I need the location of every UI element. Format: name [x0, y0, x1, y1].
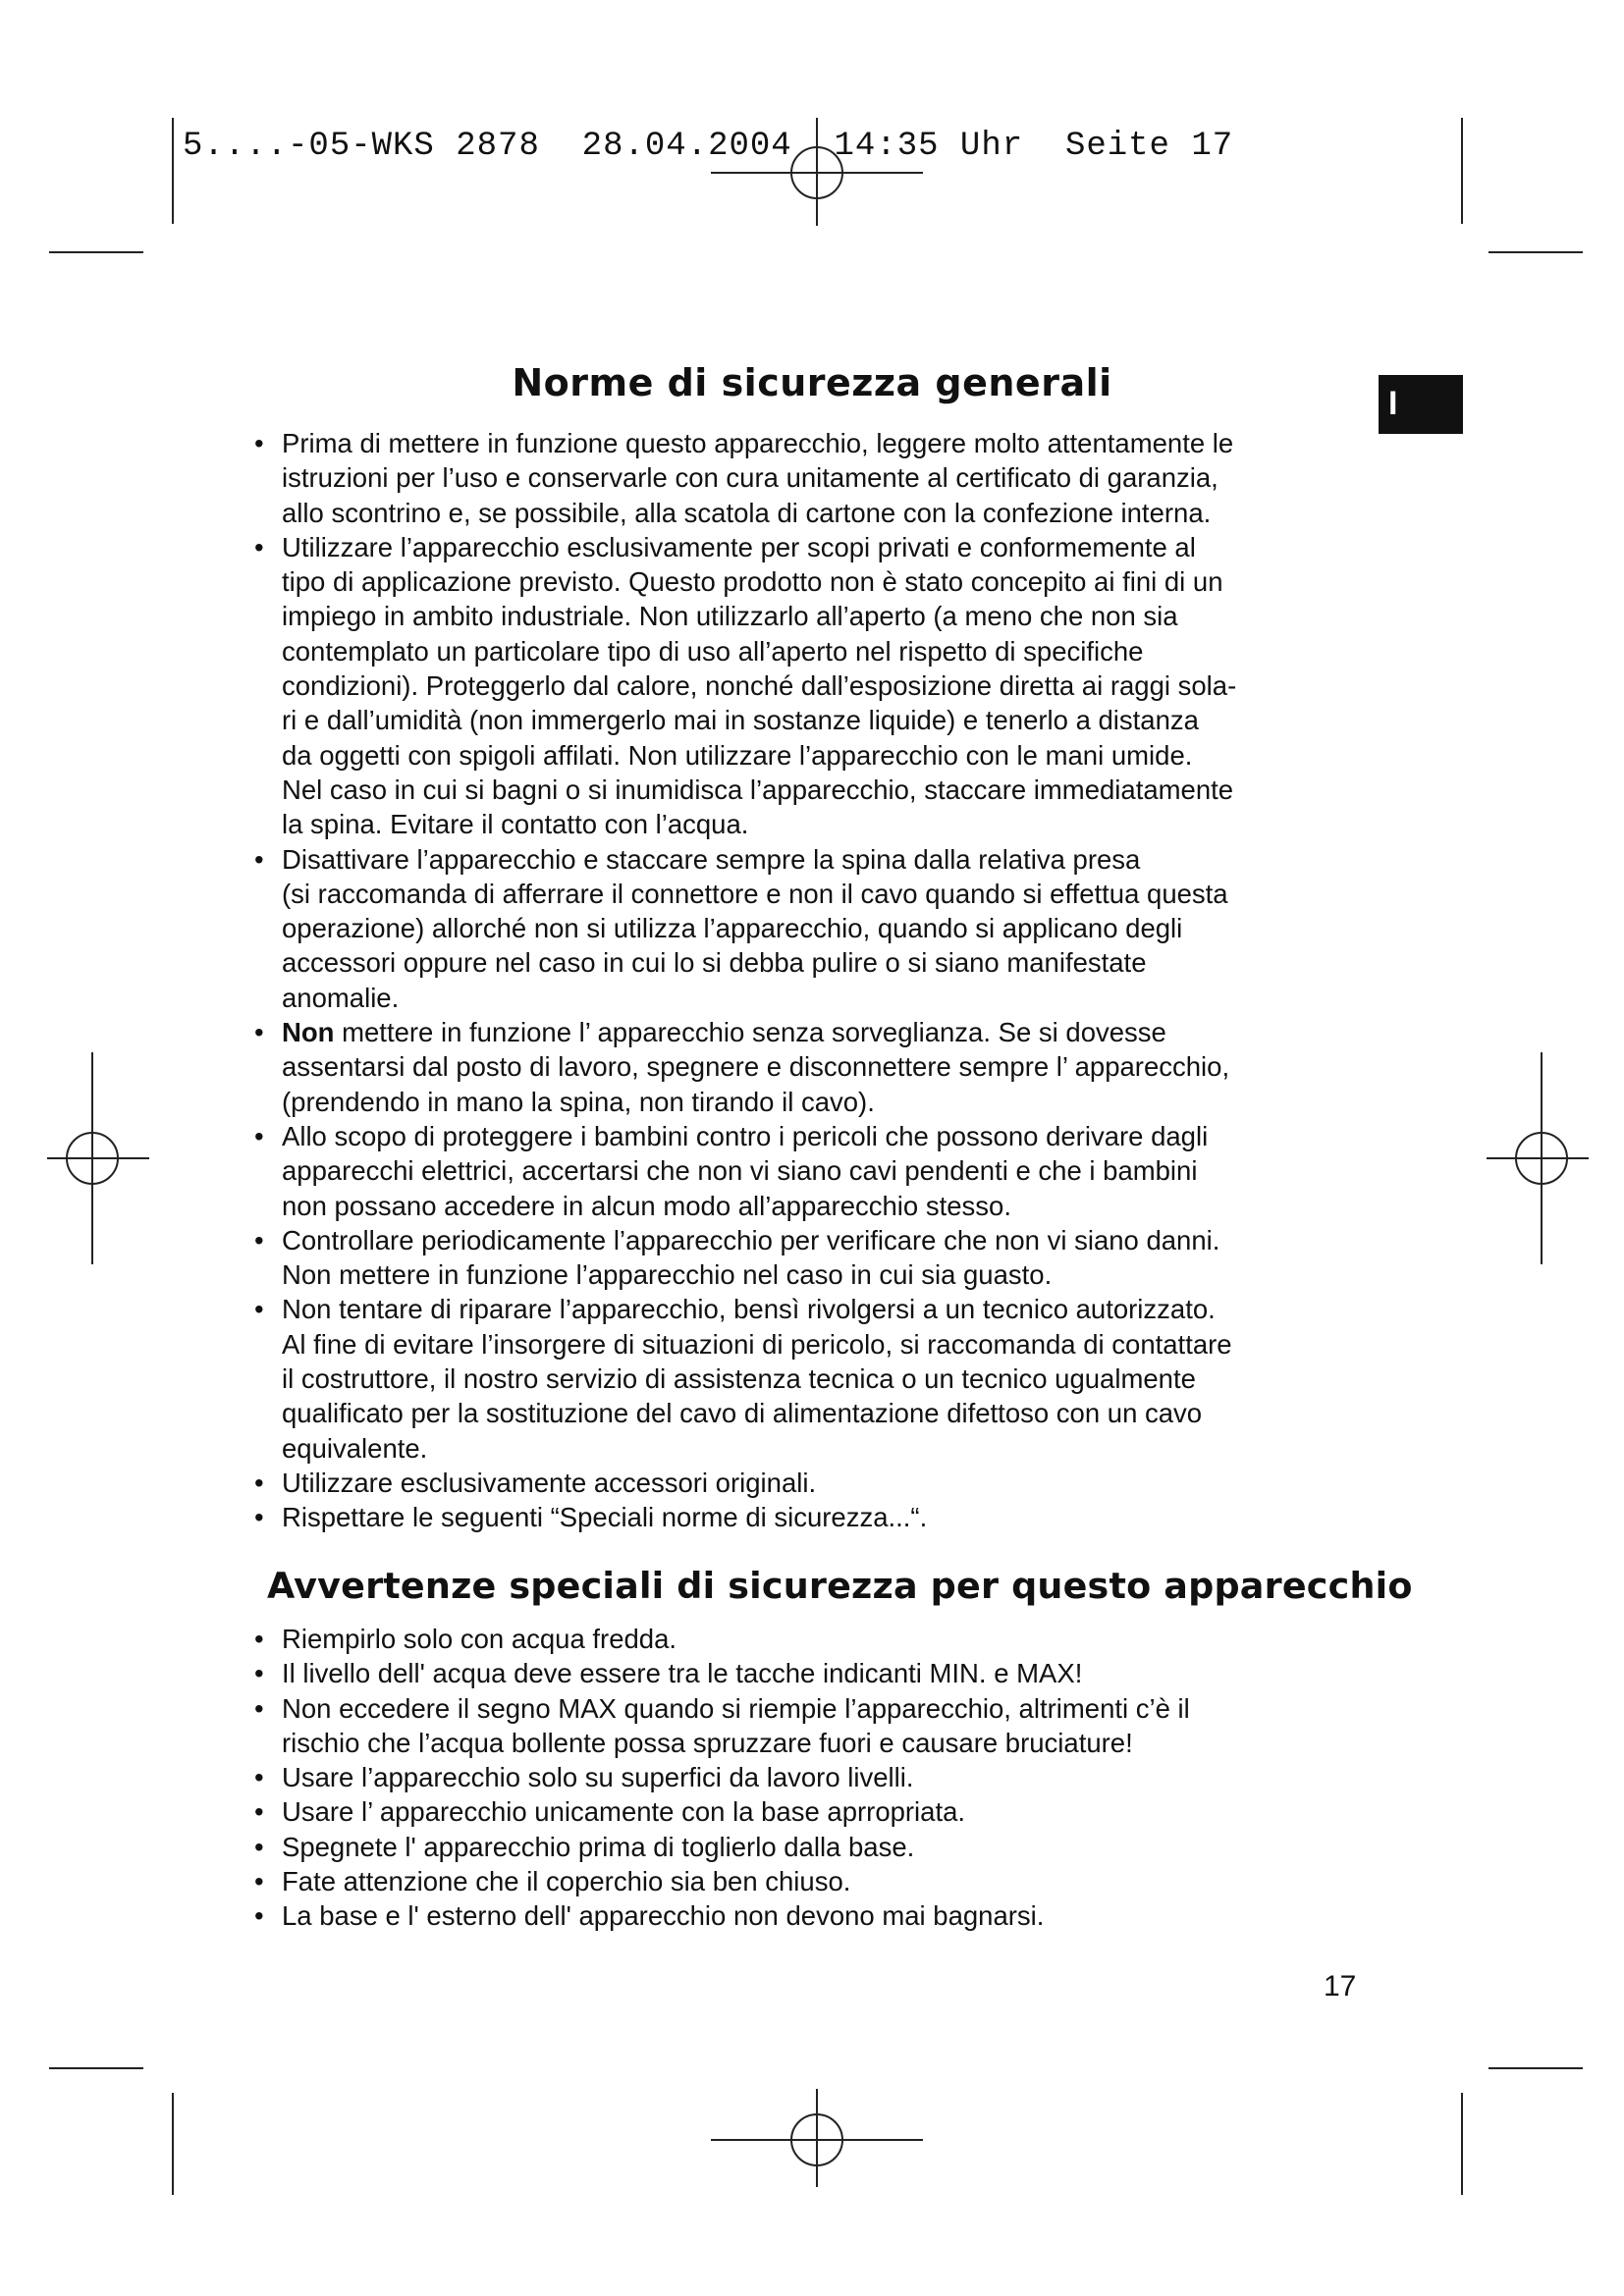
- list-item: [0, 1656, 1323, 1690]
- list-item-line: Non tentare di riparare l’apparecchio, bensì rivolgersi a un tecnico autorizzato.: [282, 1294, 1216, 1325]
- bullet-icon: •: [254, 1900, 264, 1932]
- bullet-icon: •: [254, 1224, 264, 1255]
- crop-mark: [1489, 251, 1583, 253]
- list-item: [0, 1292, 1323, 1465]
- list-item-line: condizioni). Proteggerlo dal calore, nonché dall’esposizione diretta ai raggi sola-: [282, 670, 1237, 702]
- list-item-line: (si raccomanda di afferrare il connettore e non il cavo quando si effettua questa: [282, 878, 1228, 909]
- list-item-line: Il livello dell' acqua deve essere tra le tacche indicanti MIN. e MAX!: [282, 1658, 1083, 1689]
- list-item-line: non possano accedere in alcun modo all’apparecchio stesso.: [282, 1190, 1011, 1221]
- bullet-icon: •: [254, 1120, 264, 1151]
- list-item-line: Rispettare le seguenti “Speciali norme di sicurezza...“.: [282, 1502, 928, 1533]
- list-item-line: Non eccedere il segno MAX quando si riempie l’apparecchio, altrimenti c’è il: [282, 1692, 1190, 1724]
- list-item: [0, 1898, 1323, 1933]
- list-item-line: Spegnete l' apparecchio prima di toglierlo dalla base.: [282, 1831, 915, 1862]
- list-item-line: Disattivare l’apparecchio e staccare sempre la spina dalla relativa presa: [282, 843, 1141, 875]
- bullet-icon: •: [254, 1502, 264, 1533]
- list-item-line: Riempirlo solo con acqua fredda.: [282, 1624, 677, 1654]
- language-tab-label: I: [1388, 385, 1398, 422]
- general-safety-list: [0, 426, 1323, 1535]
- section-title-special-warnings: Avvertenze speciali di sicurezza per questo apparecchio: [267, 1565, 1413, 1607]
- list-item-line: Nel caso in cui si bagni o si inumidisca l’apparecchio, staccare immediatamente: [282, 774, 1234, 805]
- bullet-icon: •: [254, 1692, 264, 1724]
- bullet-icon: •: [254, 531, 264, 562]
- list-item-line: Non mettere in funzione l’apparecchio nel caso in cui sia guasto.: [282, 1259, 1053, 1291]
- crop-mark: [49, 251, 143, 253]
- list-item: [0, 1794, 1323, 1829]
- list-item: [0, 426, 1323, 530]
- list-item-line: mettere in funzione l’ apparecchio senza sorveglianza. Se si dovesse: [334, 1017, 1166, 1048]
- list-item-line: rischio che l’acqua bollente possa spruzzare fuori e causare bruciature!: [282, 1727, 1133, 1758]
- bullet-icon: •: [254, 1017, 264, 1048]
- bullet-icon: •: [254, 1624, 264, 1654]
- list-item-line: Prima di mettere in funzione questo apparecchio, leggere molto attentamente le: [282, 428, 1234, 458]
- crop-mark: [172, 118, 174, 224]
- list-item: [0, 1119, 1323, 1223]
- crop-mark: [172, 2093, 174, 2195]
- list-item: [0, 1864, 1323, 1898]
- list-item-line: Controllare periodicamente l’apparecchio per verificare che non vi siano danni.: [282, 1224, 1220, 1255]
- list-item-line: (prendendo in mano la spina, non tirando il cavo).: [282, 1086, 875, 1117]
- list-item-line: Allo scopo di proteggere i bambini contro i pericoli che possono derivare dagli: [282, 1120, 1209, 1151]
- list-item: [0, 1760, 1323, 1794]
- page-number: 17: [1324, 1970, 1357, 2002]
- bullet-icon: •: [254, 1831, 264, 1862]
- list-item-line: equivalente.: [282, 1432, 428, 1464]
- list-item-line: tipo di applicazione previsto. Questo prodotto non è stato concepito ai fini di un: [282, 566, 1223, 598]
- bullet-icon: •: [254, 1658, 264, 1689]
- list-item: [0, 1622, 1323, 1656]
- list-item-line: apparecchi elettrici, accertarsi che non vi siano cavi pendenti e che i bambini: [282, 1155, 1198, 1187]
- list-item: [0, 1015, 1323, 1119]
- emphasis-text: Non: [282, 1017, 335, 1048]
- bullet-icon: •: [254, 1762, 264, 1793]
- list-item: [0, 1466, 1323, 1500]
- special-warnings-list: [0, 1622, 1323, 1934]
- list-item: [0, 1830, 1323, 1864]
- list-item: [0, 1223, 1323, 1293]
- crop-mark: [1461, 2093, 1463, 2195]
- bullet-icon: •: [254, 843, 264, 875]
- list-item-line: operazione) allorché non si utilizza l’apparecchio, quando si applicano degli: [282, 913, 1183, 944]
- list-item-line: Utilizzare l’apparecchio esclusivamente per scopi privati e conformemente al: [282, 531, 1196, 562]
- crop-mark: [1489, 2067, 1583, 2069]
- registration-mark-bottom: [711, 2089, 923, 2187]
- crop-mark: [1461, 118, 1463, 224]
- list-item-line: La base e l' esterno dell' apparecchio non devono mai bagnarsi.: [282, 1900, 1045, 1932]
- list-item-line: contemplato un particolare tipo di uso all’aperto nel rispetto di specifiche: [282, 635, 1144, 667]
- list-item-line: qualificato per la sostituzione del cavo di alimentazione difettoso con un cavo: [282, 1398, 1203, 1429]
- registration-mark-right: [1487, 1052, 1589, 1264]
- crop-mark: [49, 2067, 143, 2069]
- list-item: [0, 530, 1323, 842]
- list-item-line: la spina. Evitare il contatto con l’acqua.: [282, 809, 749, 840]
- list-item-line: Fate attenzione che il coperchio sia ben chiuso.: [282, 1866, 851, 1897]
- bullet-icon: •: [254, 428, 264, 458]
- list-item-line: impiego in ambito industriale. Non utilizzarlo all’aperto (a meno che non sia: [282, 601, 1178, 632]
- list-item-line: assentarsi dal posto di lavoro, spegnere e disconnettere sempre l’ apparecchio,: [282, 1051, 1230, 1083]
- list-item-line: anomalie.: [282, 982, 400, 1013]
- bullet-icon: •: [254, 1467, 264, 1498]
- bullet-icon: •: [254, 1796, 264, 1828]
- list-item-line: Utilizzare esclusivamente accessori originali.: [282, 1467, 817, 1498]
- list-item-line: accessori oppure nel caso in cui lo si debba pulire o si siano manifestate: [282, 947, 1147, 979]
- print-slug: 5....-05-WKS 2878 28.04.2004 14:35 Uhr Seite 17: [183, 128, 1234, 165]
- list-item-line: Al fine di evitare l’insorgere di situazioni di pericolo, si raccomanda di contattare: [282, 1328, 1232, 1360]
- bullet-icon: •: [254, 1294, 264, 1325]
- list-item-line: Usare l’apparecchio solo su superfici da lavoro livelli.: [282, 1762, 914, 1793]
- list-item: [0, 842, 1323, 1015]
- list-item-line: ri e dall’umidità (non immergerlo mai in sostanze liquide) e tenerlo a distanza: [282, 705, 1199, 736]
- list-item: [0, 1691, 1323, 1761]
- list-item-line: allo scontrino e, se possibile, alla scatola di cartone con la confezione interna.: [282, 497, 1212, 528]
- list-item: [0, 1500, 1323, 1534]
- list-item-line: il costruttore, il nostro servizio di assistenza tecnica o un tecnico ugualmente: [282, 1363, 1196, 1395]
- list-item-line: da oggetti con spigoli affilati. Non utilizzare l’apparecchio con le mani umide.: [282, 739, 1193, 771]
- list-item-line: Usare l’ apparecchio unicamente con la base aprropriata.: [282, 1796, 966, 1828]
- section-title-general-safety: Norme di sicurezza generali: [512, 361, 1112, 404]
- bullet-icon: •: [254, 1866, 264, 1897]
- list-item-line: istruzioni per l’uso e conservarle con cura unitamente al certificato di garanzia,: [282, 462, 1218, 494]
